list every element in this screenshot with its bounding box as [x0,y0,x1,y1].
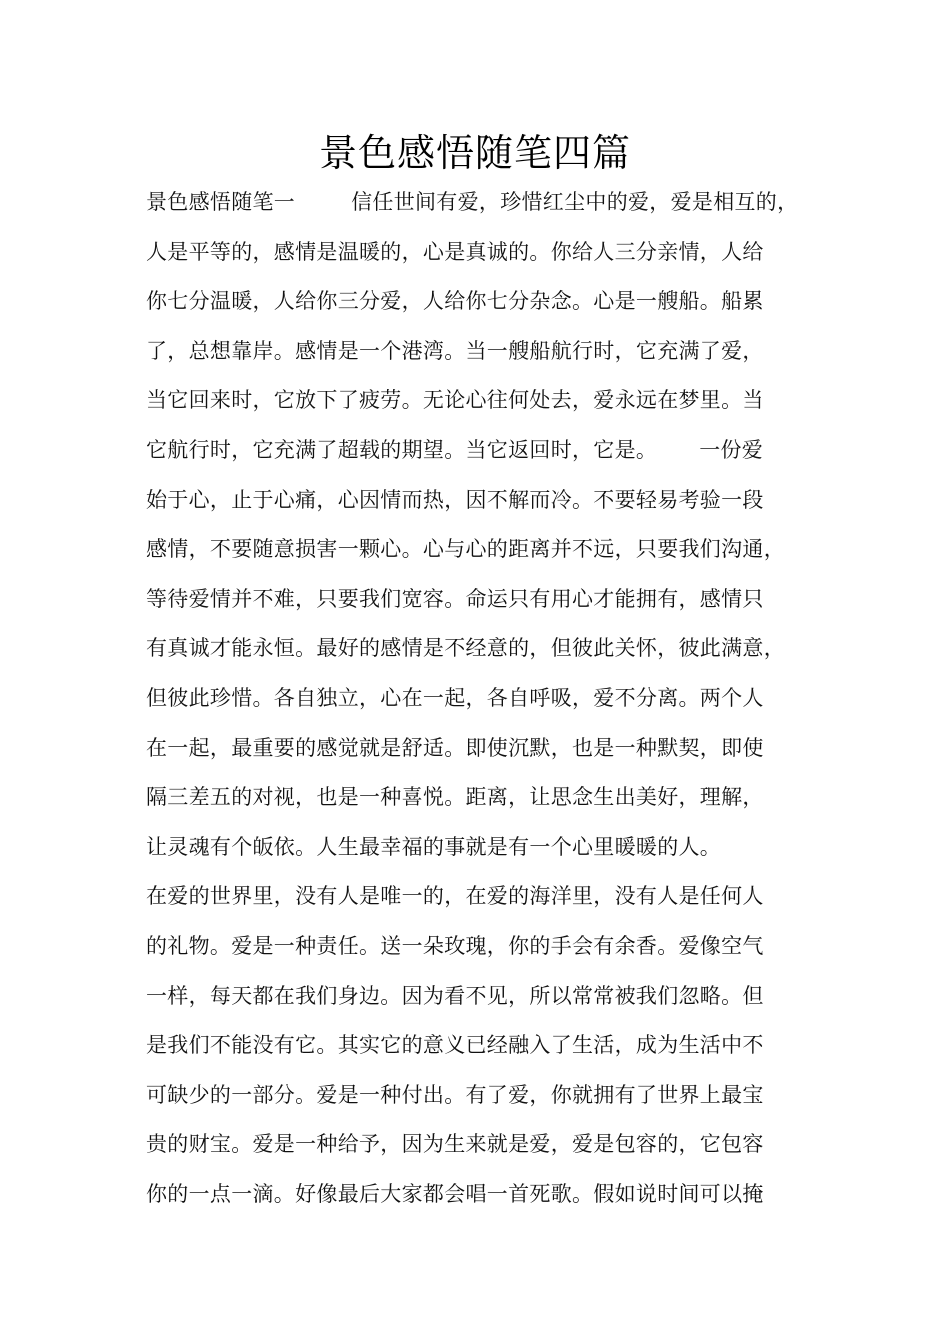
text-line: 但彼此珍惜。各自独立，心在一起，各自呼吸，爱不分离。两个人 [146,685,764,710]
text-line: 你七分温暖，人给你三分爱，人给你七分杂念。心是一艘船。船累 [146,289,764,314]
text-line: 的礼物。爱是一种责任。送一朵玫瑰，你的手会有余香。爱像空气 [146,933,764,958]
text-line: 是我们不能没有它。其实它的意义已经融入了生活，成为生活中不 [146,1033,764,1058]
text-line: 可缺少的一部分。爱是一种付出。有了爱，你就拥有了世界上最宝 [146,1082,764,1107]
text-line: 等待爱情并不难，只要我们宽容。命运只有用心才能拥有，感情只 [146,586,764,611]
text-line: 有真诚才能永恒。最好的感情是不经意的，但彼此关怀，彼此满意， [146,636,785,661]
text-line: 在一起，最重要的感觉就是舒适。即使沉默，也是一种默契，即使 [146,735,764,760]
document-body [146,182,826,1223]
text-line: 当它回来时，它放下了疲劳。无论心往何处去，爱永远在梦里。当 [146,388,764,413]
section-label: 景色感悟随笔一 [146,190,296,214]
text-line-content: 一份爱 [699,437,764,462]
text-line: 你的一点一滴。好像最后大家都会唱一首死歌。假如说时间可以掩 [146,1181,764,1206]
text-line-content: 它航行时，它充满了超载的期望。当它返回时，它是。 [146,437,658,462]
text-line: 在爱的世界里，没有人是唯一的，在爱的海洋里，没有人是任何人 [146,884,764,909]
text-line: 始于心，止于心痛，心因情而热，因不解而冷。不要轻易考验一段 [146,487,764,512]
text-line: 人是平等的，感情是温暖的，心是真诚的。你给人三分亲情，人给 [146,239,764,264]
text-line: 隔三差五的对视，也是一种喜悦。距离，让思念生出美好，理解， [146,785,764,810]
text-line: 感情，不要随意损害一颗心。心与心的距离并不远，只要我们沟通， [146,537,785,562]
text-line: 一样，每天都在我们身边。因为看不见，所以常常被我们忽略。但 [146,983,764,1008]
text-line: 贵的财宝。爱是一种给予，因为生来就是爱，爱是包容的，它包容 [146,1132,764,1157]
text-line: 了，总想靠岸。感情是一个港湾。当一艘船航行时，它充满了爱， [146,338,764,363]
document-title: 景色感悟随笔四篇 [318,131,631,175]
text-line: 让灵魂有个皈依。人生最幸福的事就是有一个心里暖暖的人。 [146,834,722,859]
text-line [146,430,826,480]
text-line-content: 信任世间有爱，珍惜红尘中的爱，爱是相互的， [351,190,799,214]
text-line [146,182,826,232]
